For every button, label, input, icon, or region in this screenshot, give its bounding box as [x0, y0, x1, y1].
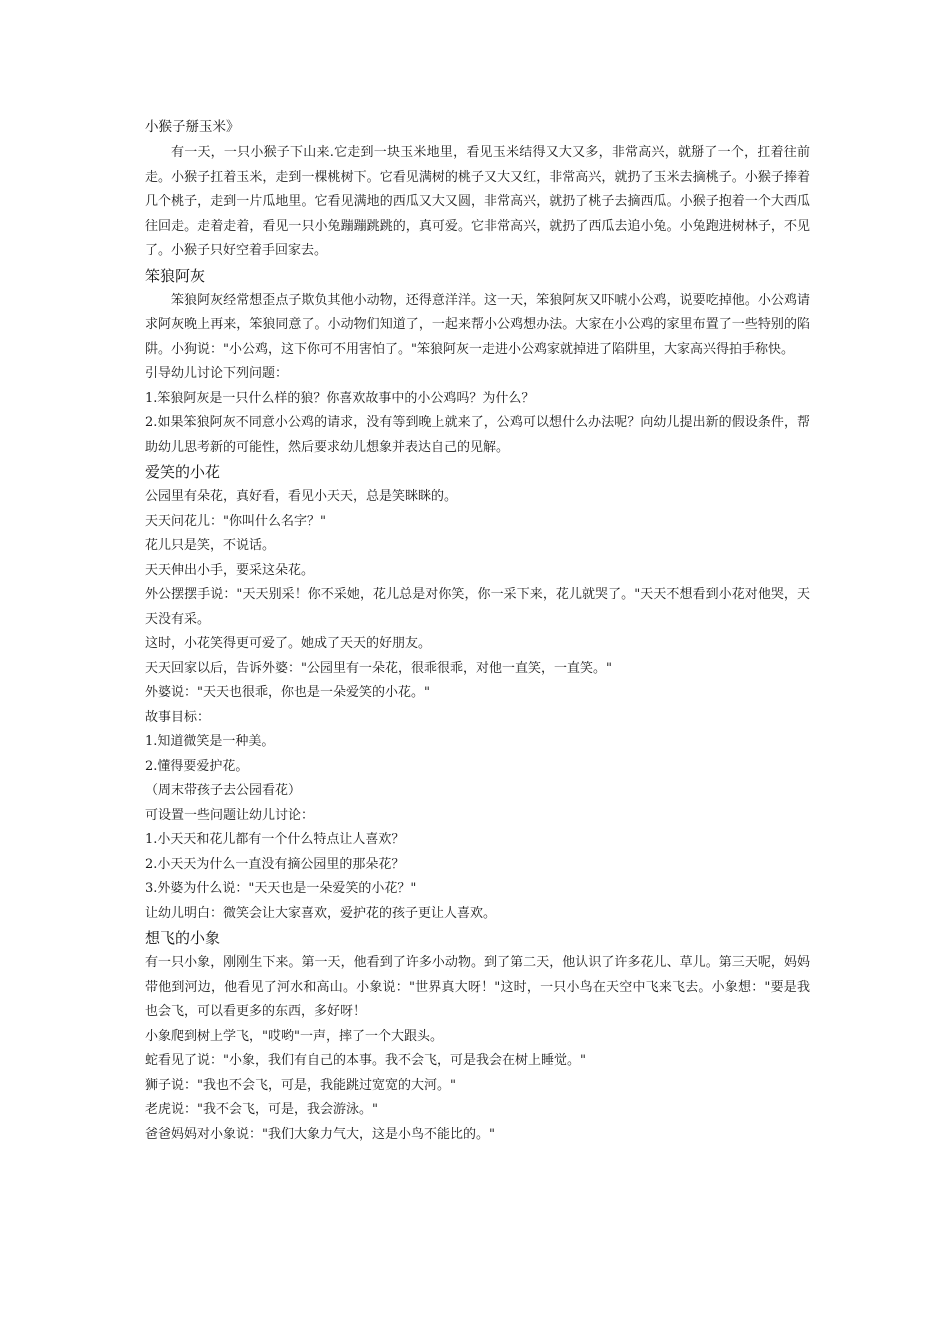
story-title-elephant: 想飞的小象: [145, 929, 221, 947]
story-line: 这时，小花笑得更可爱了。她成了天天的好朋友。: [145, 636, 432, 651]
story-line: 蛇看见了说："小象，我们有自己的本事。我不会飞，可是我会在树上睡觉。": [145, 1053, 586, 1068]
story-line: 小象爬到树上学飞，"哎哟"一声，摔了一个大跟头。: [145, 1028, 443, 1044]
story-line: 1.小天天和花儿都有一个什么特点让人喜欢？: [145, 832, 405, 847]
story-line: 故事目标：: [145, 709, 211, 725]
story-line: 爸爸妈妈对小象说："我们大象力气大，这是小鸟不能比的。": [145, 1126, 495, 1142]
story-line: 天天回家以后，告诉外婆："公园里有一朵花，很乖很乖，对他一直笑，一直笑。": [145, 660, 612, 676]
story-line: 公园里有朵花，真好看，看见小天天，总是笑眯眯的。: [145, 489, 458, 504]
story-line: 1.知道微笑是一种美。: [145, 734, 275, 749]
story-line: 3.外婆为什么说："天天也是一朵爱笑的小花？": [145, 881, 417, 896]
story-title-wolf: 笨狼阿灰: [145, 266, 206, 285]
discussion-question: 1.笨狼阿灰是一只什么样的狼？你喜欢故事中的小公鸡吗？为什么？: [145, 390, 535, 406]
story-line: 外婆说："天天也很乖，你也是一朵爱笑的小花。": [145, 685, 430, 700]
story-line: （周末带孩子去公园看花）: [145, 783, 302, 798]
story-line: 老虎说："我不会飞，可是，我会游泳。": [145, 1102, 378, 1117]
story-line: 花儿只是笑，不说话。: [145, 538, 276, 553]
story-paragraph: 笨狼阿灰经常想歪点子欺负其他小动物，还得意洋洋。这一天，笨狼阿灰又吓唬小公鸡，说要吃掉他。小公鸡请求阿灰晚上再来，笨狼同意了。小动物们知道了，一起来帮小公鸡想办法。大家在小公鸡的家里布置了一些特别的陷阱。小狗说："小公鸡，这下你可不用害怕了。"笨狼阿灰一走进小公鸡家就掉进了陷阱里，大家高兴得拍手称快。: [145, 292, 810, 357]
story-line: 天天伸出小手，要采这朵花。: [145, 562, 315, 578]
story-line: 有一只小象，刚刚生下来。第一天，他看到了许多小动物。到了第二天，他认识了许多花儿、草儿。第三天呢，妈妈带他到河边，他看见了河水和高山。小象说："世界真大呀！"这时，一只小鸟在天空中飞来飞去。小象想："要是我也会飞，可以看更多的东西，多好呀！: [145, 955, 810, 1019]
story-title-monkey: 小猴子掰玉米》: [145, 119, 240, 135]
story-line: 外公摆摆手说："天天别采！你不采她，花儿总是对你笑，你一采下来，花儿就哭了。"天天不想看到小花对他哭，天天没有采。: [145, 587, 810, 627]
story-paragraph: 有一天，一只小猴子下山来.它走到一块玉米地里，看见玉米结得又大又多，非常高兴，就掰了一个，扛着往前走。小猴子扛着玉米，走到一棵桃树下。它看见满树的桃子又大又红，非常高兴，就扔了玉米去摘桃子。小猴子捧着几个桃子，走到一片瓜地里。它看见满地的西瓜又大又圆，非常高兴，就扔了桃子去摘西瓜。小猴子抱着一个大西瓜往回走。走着走着，看见一只小兔蹦蹦跳跳的，真可爱。它非常高兴，就扔了西瓜去追小兔。小兔跑进树林子，不见了。小猴子只好空着手回家去。: [145, 145, 810, 258]
story-line: 2.小天天为什么一直没有摘公园里的那朵花？: [145, 856, 405, 872]
story-line: 狮子说："我也不会飞，可是，我能跳过宽宽的大河。": [145, 1077, 456, 1093]
story-line: 可设置一些问题让幼儿讨论：: [145, 807, 315, 823]
discussion-question: 2.如果笨狼阿灰不同意小公鸡的请求，没有等到晚上就来了，公鸡可以想什么办法呢？向幼儿提出新的假设条件，帮助幼儿思考新的可能性，然后要求幼儿想象并表达自己的见解。: [145, 415, 810, 455]
story-title-flower: 爱笑的小花: [145, 463, 221, 481]
document-body: [145, 113, 810, 1147]
story-line: 天天问花儿："你叫什么名字？": [145, 513, 326, 529]
story-line: 2.懂得要爱护花。: [145, 758, 249, 774]
discussion-intro: 引导幼儿讨论下列问题：: [145, 366, 289, 381]
story-line: 让幼儿明白：微笑会让大家喜欢，爱护花的孩子更让人喜欢。: [145, 905, 497, 921]
